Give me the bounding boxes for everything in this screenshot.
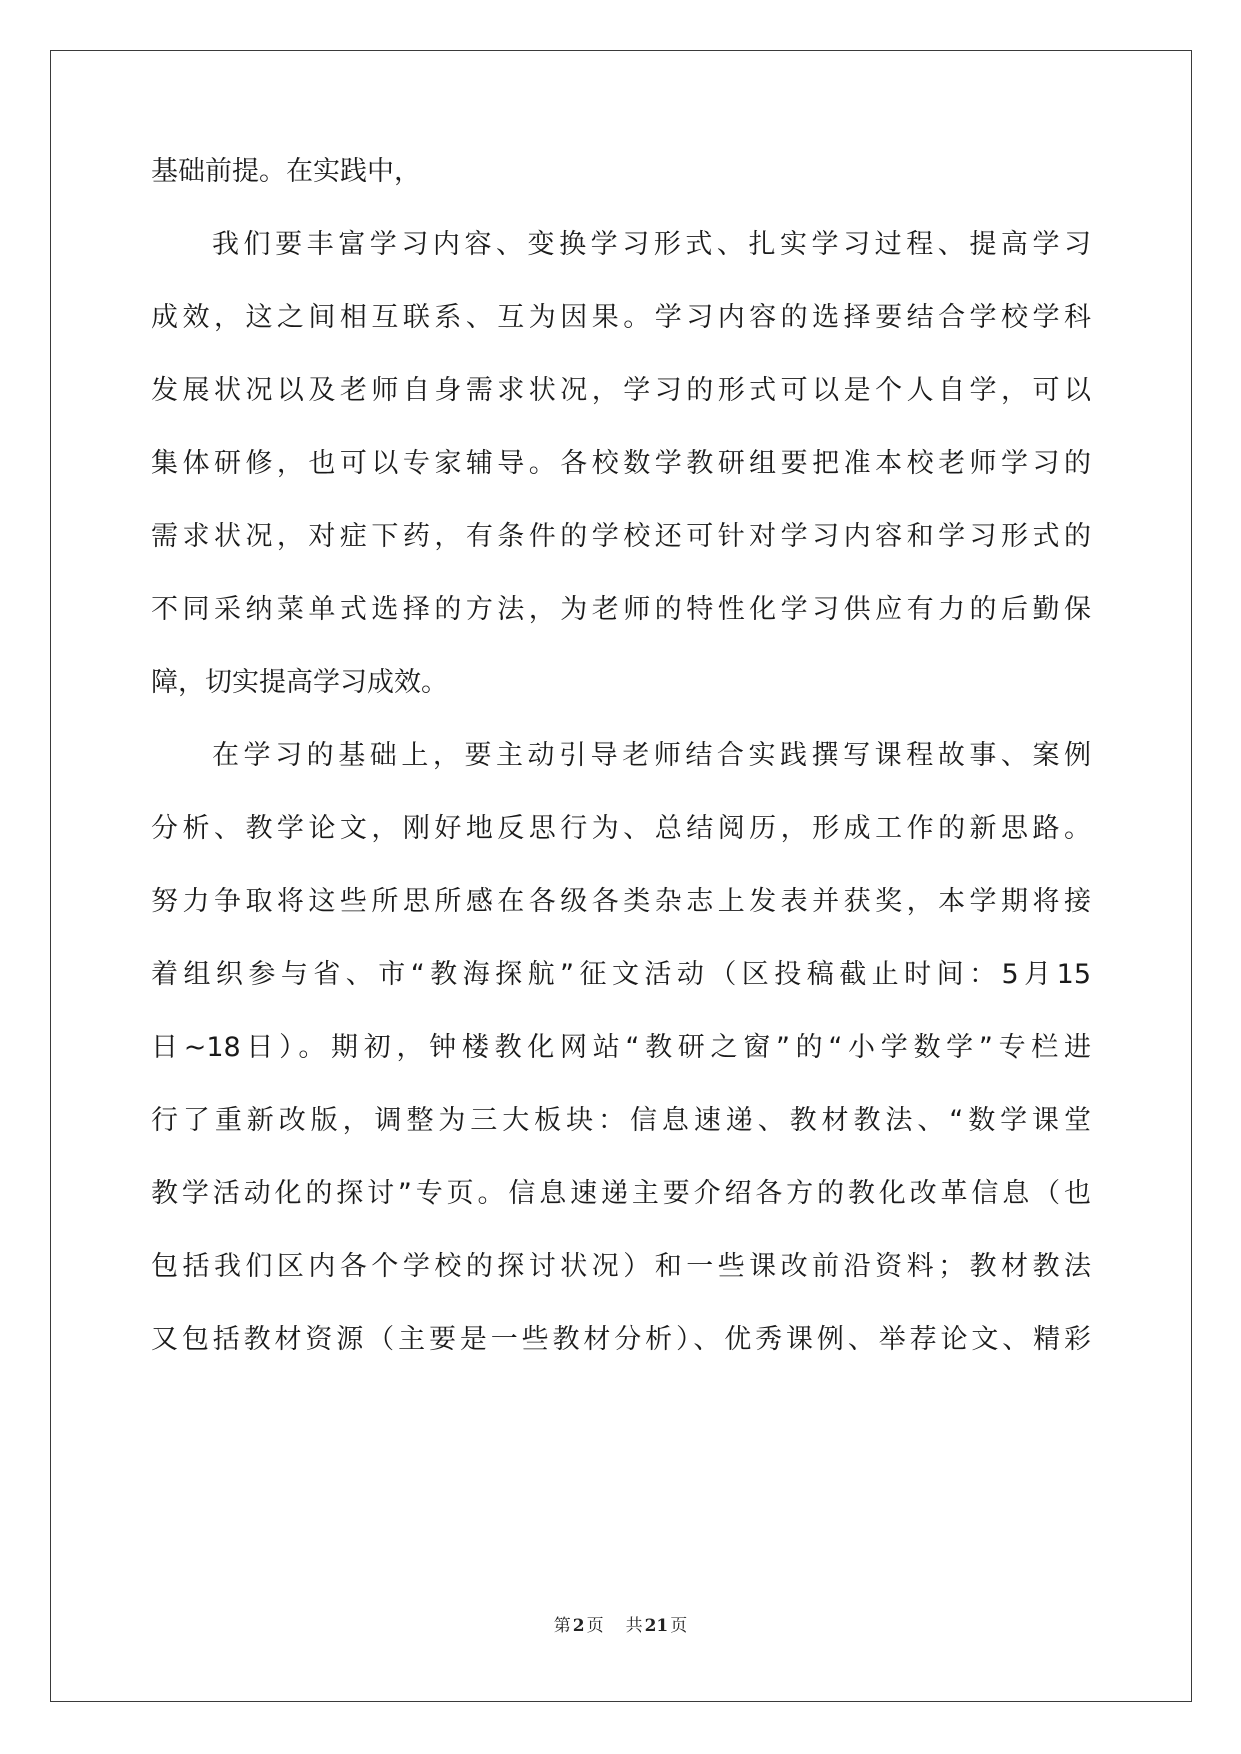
text-line: 教学活动化的探讨”专页。信息速递主要介绍各方的教化改革信息（也 [151, 1178, 1091, 1209]
page-suffix: 页 [586, 1616, 604, 1636]
text-line: 发展状况以及老师自身需求状况，学习的形式可以是个人自学，可以 [151, 375, 1091, 406]
text-line: 在学习的基础上，要主动引导老师结合实践撰写课程故事、案例 [212, 740, 1091, 771]
page-prefix: 第 [553, 1616, 571, 1636]
total-prefix: 共 [625, 1616, 643, 1636]
text-line: 日~18日）。期初，钟楼教化网站“教研之窗”的“小学数学”专栏进 [151, 1032, 1091, 1063]
text-line: 努力争取将这些所思所感在各级各类杂志上发表并获奖，本学期将接 [151, 886, 1091, 917]
text-line: 障，切实提高学习成效。 [151, 667, 448, 698]
text-line: 我们要丰富学习内容、变换学习形式、扎实学习过程、提高学习 [212, 229, 1091, 260]
text-line: 又包括教材资源（主要是一些教材分析）、优秀课例、举荐论文、精彩 [151, 1324, 1091, 1355]
text-line: 集体研修，也可以专家辅导。各校数学教研组要把准本校老师学习的 [151, 448, 1091, 479]
text-line: 基础前提。在实践中， [151, 156, 421, 187]
text-line: 成效，这之间相互联系、互为因果。学习内容的选择要结合学校学科 [151, 302, 1091, 333]
page-footer [0, 1614, 1241, 1638]
text-line: 行了重新改版，调整为三大板块：信息速递、教材教法、“数学课堂 [151, 1105, 1091, 1136]
text-line: 不同采纳菜单式选择的方法，为老师的特性化学习供应有力的后勤保 [151, 594, 1091, 625]
text-line: 需求状况，对症下药，有条件的学校还可针对学习内容和学习形式的 [151, 521, 1091, 552]
total-suffix: 页 [670, 1616, 688, 1636]
text-line: 分析、教学论文，刚好地反思行为、总结阅历，形成工作的新思路。 [151, 813, 1091, 844]
text-line: 包括我们区内各个学校的探讨状况）和一些课改前沿资料；教材教法 [151, 1251, 1091, 1282]
total-pages: 21 [644, 1616, 669, 1636]
page-number: 2 [572, 1616, 585, 1636]
text-line: 着组织参与省、市“教海探航”征文活动（区投稿截止时间：5月15 [151, 959, 1091, 990]
